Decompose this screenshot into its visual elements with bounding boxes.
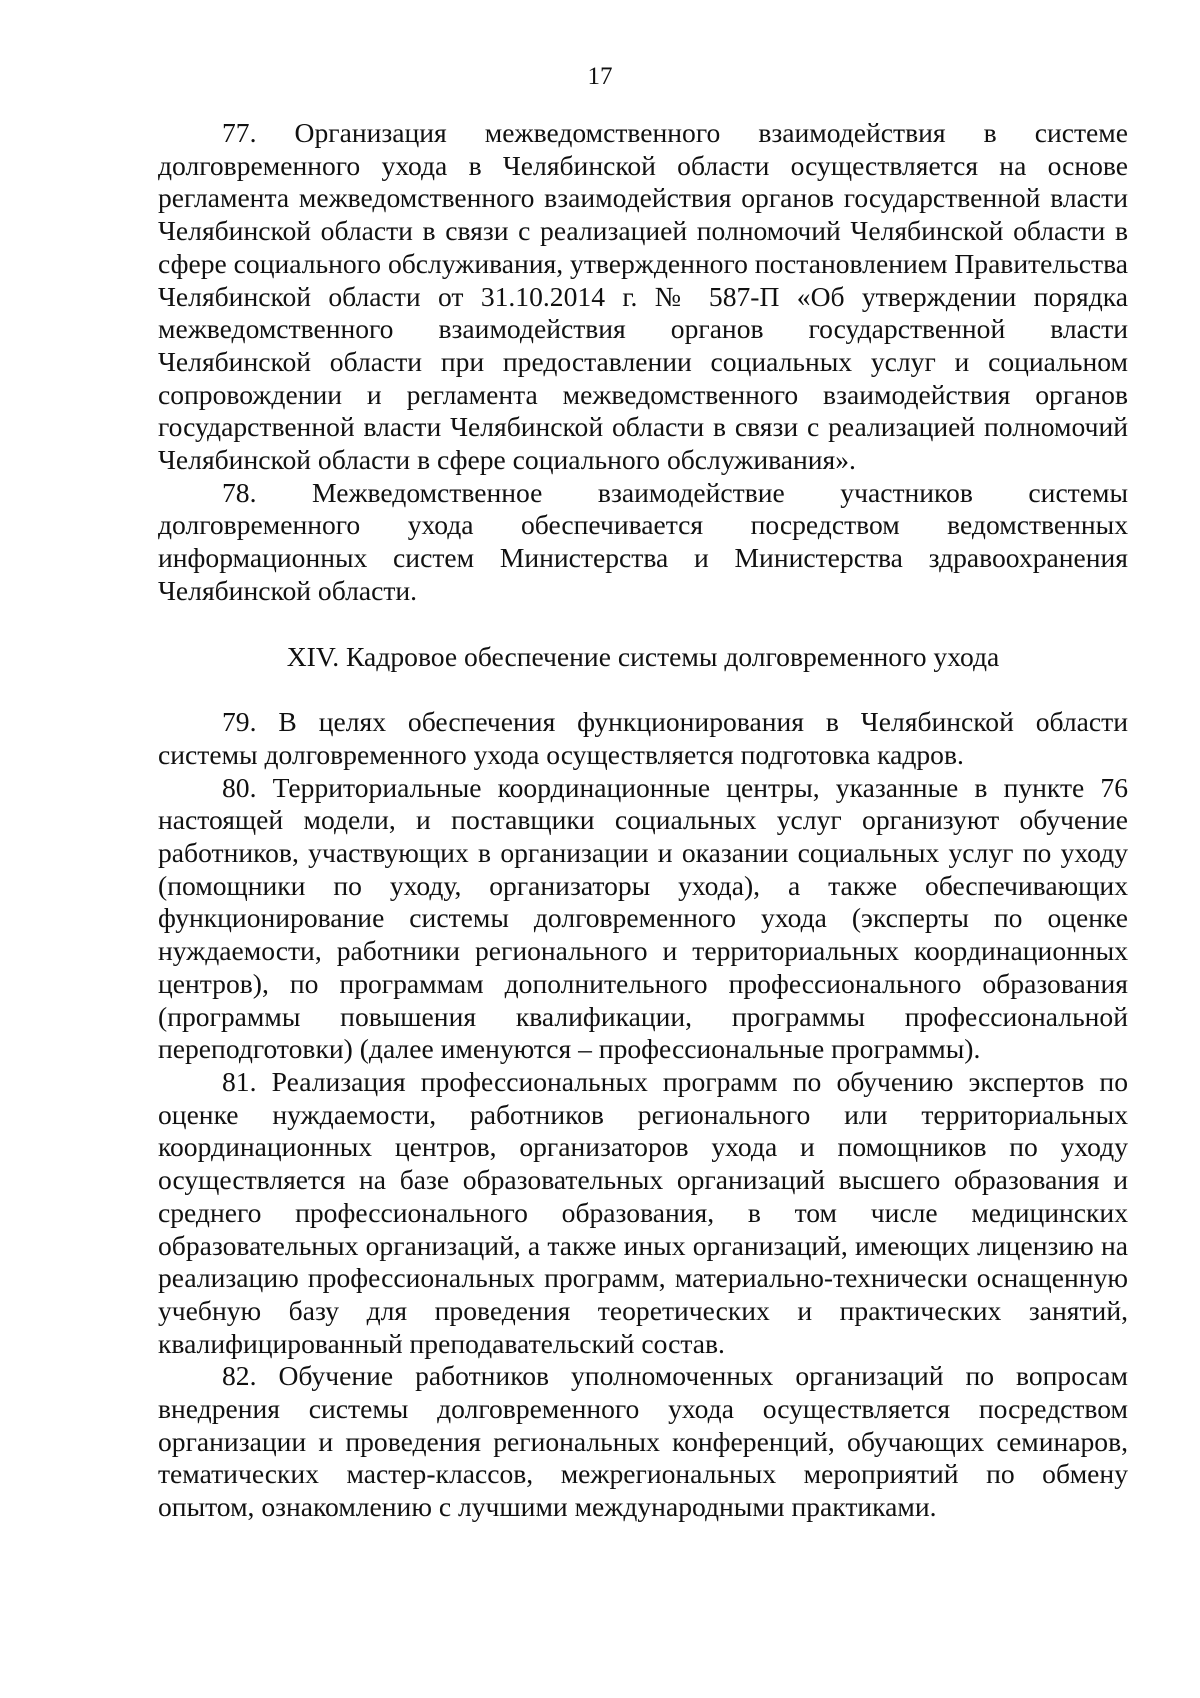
- paragraph-78: 78. Межведомственное взаимодействие участников системы долговременного ухода обеспечивается посредством ведомственных информационных систем Министерства и Министерства здравоохранения Челябинской области.: [158, 476, 1128, 606]
- page-number: 17: [587, 63, 613, 90]
- paragraph-77: 77. Организация межведомственного взаимодействия в системе долговременного ухода в Челябинской области осуществляется на основе регламента межведомственного взаимодействия органов государственной власти Челябинской области в связи с реализацией полномочий Челябинской области в сфере социального обслуживания, утвержденного постановлением Правительства Челябинской области от 31.10.2014 г. № 587-П «Об утверждении порядка межведомственного взаимодействия органов государственной власти Челябинской области при предоставлении социальных услуг и социальном сопровождении и регламента межведомственного взаимодействия органов государственной власти Челябинской области в связи с реализацией полномочий Челябинской области в сфере социального обслуживания».: [158, 117, 1128, 476]
- paragraph-80: 80. Территориальные координационные центры, указанные в пункте 76 настоящей модели, и поставщики социальных услуг организуют обучение работников, участвующих в организации и оказании социальных услуг по уходу (помощники по уходу, организаторы ухода), а также обеспечивающих функционирование системы долговременного ухода (эксперты по оценке нуждаемости, работники регионального и территориальных координационных центров), по программам дополнительного профессионального образования (программы повышения квалификации, программы профессиональной переподготовки) (далее именуются – профессиональные программы).: [158, 771, 1128, 1065]
- paragraph-82: 82. Обучение работников уполномоченных организаций по вопросам внедрения системы долговременного ухода осуществляется посредством организации и проведения региональных конференций, обучающих семинаров, тематических мастер-классов, межрегиональных мероприятий по обмену опытом, ознакомлению с лучшими международными практиками.: [158, 1360, 1128, 1523]
- paragraph-79: 79. В целях обеспечения функционирования в Челябинской области системы долговременного ухода осуществляется подготовка кадров.: [158, 706, 1128, 770]
- section-heading: XIV. Кадровое обеспечение системы долговременного ухода: [286, 640, 1000, 672]
- paragraph-81: 81. Реализация профессиональных программ по обучению экспертов по оценке нуждаемости, работников регионального или территориальных координационных центров, организаторов ухода и помощников по уходу осуществляется на базе образовательных организаций высшего образования и среднего профессионального образования, в том числе медицинских образовательных организаций, а также иных организаций, имеющих лицензию на реализацию профессиональных программ, материально-технически оснащенную учебную базу для проведения теоретических и практических занятий, квалифицированный преподавательский состав.: [158, 1065, 1128, 1359]
- document-body: [158, 117, 1128, 1524]
